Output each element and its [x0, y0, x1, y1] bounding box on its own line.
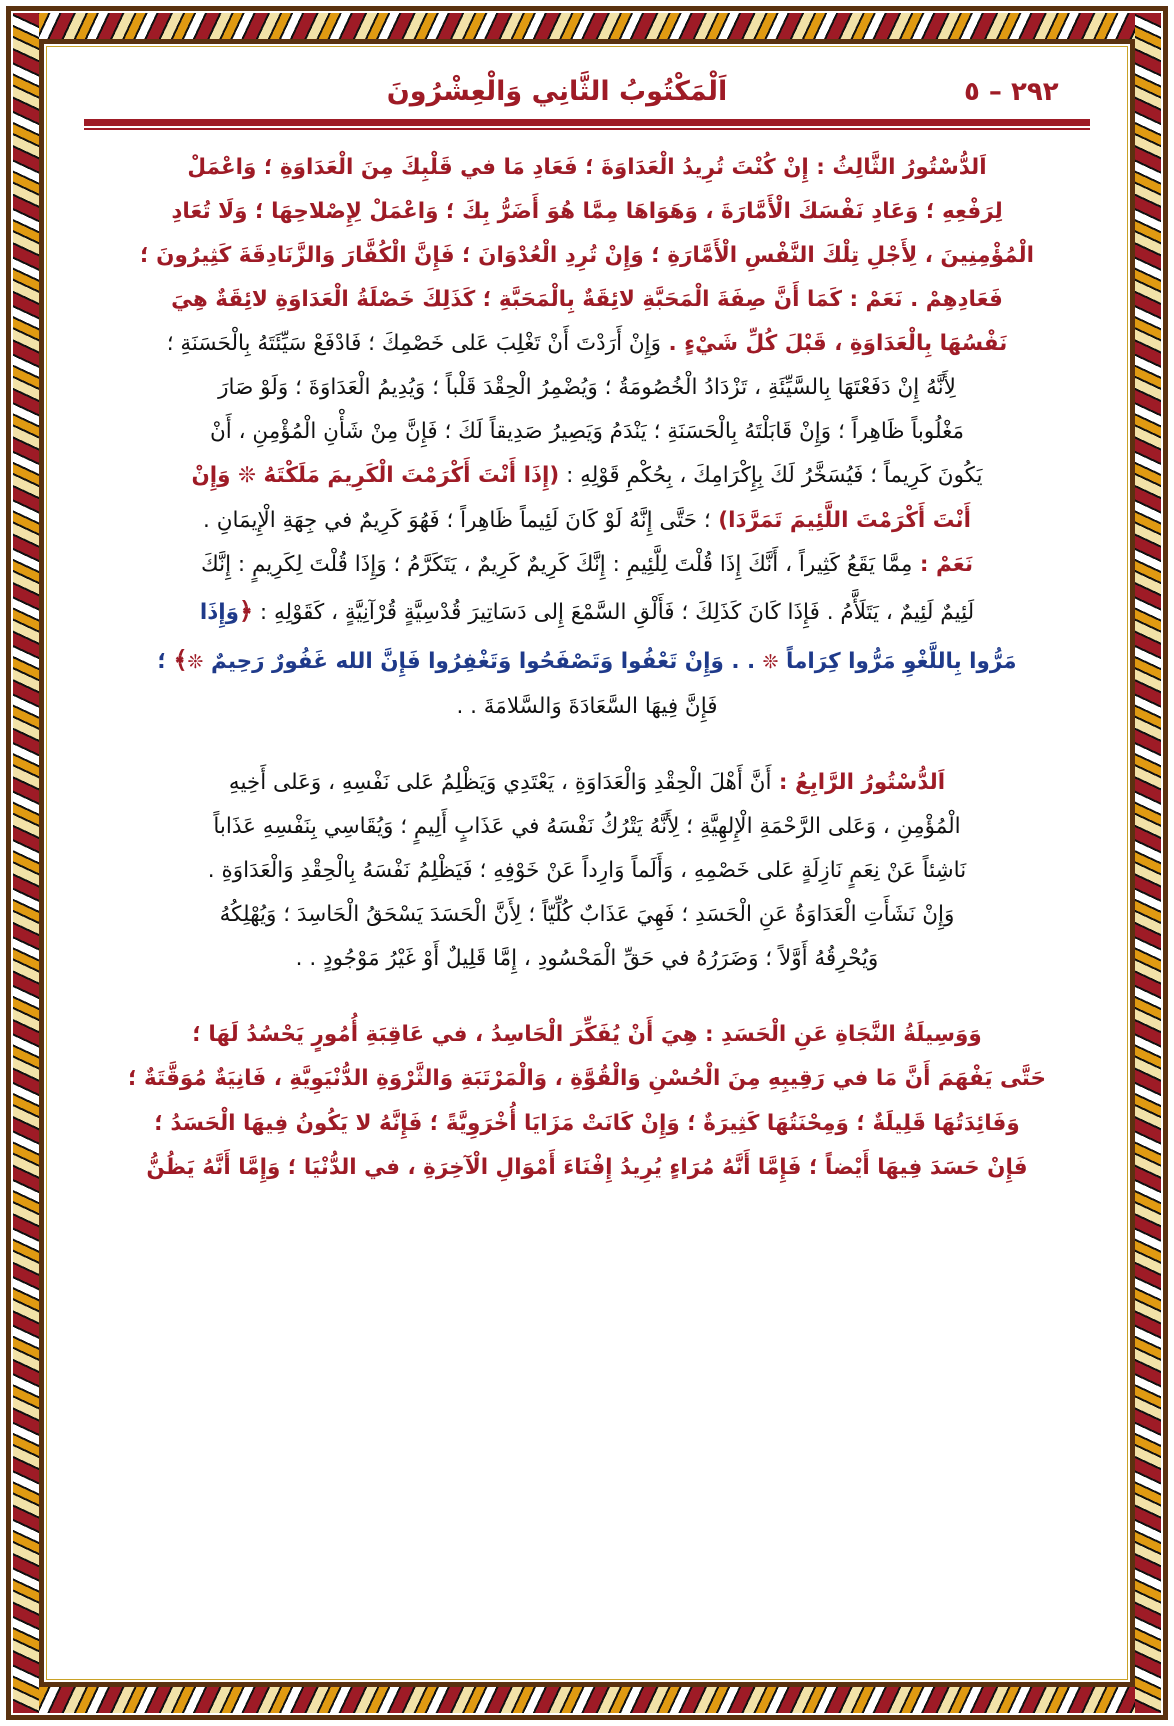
text-span-black: أَنَّ أَهْلَ الْحِقْدِ وَالْعَدَاوَةِ ، يَعْتَدِي وَيَظْلِمُ عَلى نَفْسِهِ ، وَعَلى أَخِيهِ — [228, 770, 772, 796]
ornamental-border-right — [1135, 13, 1161, 1713]
text-span-red: حَتَّى يَفْهَمَ أَنَّ مَا في رَقِيبِهِ مِنَ الْحُسْنِ وَالْقُوَّةِ ، وَالْمَرْتَبَةِ وَالثَّرْوَةِ الدُّنْيَوِيَّةِ ، فَانِيَةٌ مُوَقَّتَةٌ ؛ — [127, 1066, 1047, 1092]
text-span-red: وَفَائِدَتُهَا قَلِيلَةٌ ؛ وَمِحْنَتُهَا كَثِيرَةٌ ؛ وَإِنْ كَانَتْ مَزَايَا أُخْرَوِيَّةً ؛ فَإِنَّهُ لا يَكُونُ فِيهَا الْحَسَدُ ؛ — [154, 1110, 1020, 1136]
text-span-red: الْمُؤْمِنِينَ ، لِأَجْلِ تِلْكَ النَّفْسِ الْأَمَّارَةِ ؛ وَإِنْ تُرِدِ الْعُدْوَانَ ؛ فَإِنَّ الْكُفَّارَ وَالزَّنَادِقَةَ كَثِيرُونَ ؛ — [140, 243, 1034, 269]
text-span-blue: ؛ — [157, 648, 174, 674]
text-span-red: اَلدُّسْتُورُ الرَّابِعُ : — [771, 770, 946, 796]
paragraph-spacer — [74, 735, 1100, 761]
text-span-red: (إِذَا أَنْتَ أَكْرَمْتَ الْكَرِيمَ مَلَكْتَهُ ❊ وَإِنْ — [191, 463, 560, 489]
text-line — [74, 190, 1100, 234]
text-line — [74, 636, 1100, 685]
text-span-red: نَفْسُهَا بِالْعَدَاوَةِ ، قَبْلَ كُلِّ شَيْءٍ . — [661, 331, 1008, 357]
text-span-black: وَإِنْ نَشَأَتِ الْعَدَاوَةُ عَنِ الْحَسَدِ ؛ فَهِيَ عَذَابٌ كُلِّيّاً ؛ لِأَنَّ الْحَسَدَ يَسْحَقُ الْحَاسِدَ ؛ وَيُهْلِكُهُ — [219, 902, 955, 928]
ornamental-border-bottom — [13, 1687, 1161, 1713]
paragraph-wasilat-annajat — [74, 1013, 1100, 1189]
text-span-black: لَئِيمٌ لَئِيمٌ ، يَتَلَأَّمُ . فَإِذَا كَانَ كَذَلِكَ ؛ فَأَلْقِ السَّمْعَ إِلى دَسَاتِيرَ قُدْسِيَّةٍ قُرْآنِيَّةٍ ، كَقَوْلِهِ : — [253, 599, 975, 625]
text-line — [74, 893, 1100, 937]
text-line — [74, 234, 1100, 278]
text-line — [74, 410, 1100, 454]
text-line — [74, 1102, 1100, 1146]
text-span-blue: وَإِذَا — [199, 599, 240, 625]
text-span-bracket: ﴿ — [239, 596, 254, 625]
text-span-ornament: ❊ — [762, 650, 779, 673]
text-span-red: وَوَسِيلَةُ النَّجَاةِ عَنِ الْحَسَدِ : هِيَ أَنْ يُفَكِّرَ الْحَاسِدُ ، في عَاقِبَةِ أُمُورٍ يَحْسُدُ لَهَا ؛ — [192, 1022, 982, 1048]
text-span-black: مَغْلُوباً ظَاهِراً ؛ وَإِنْ قَابَلْتَهُ بِالْحَسَنَةِ ؛ يَنْدَمُ وَيَصِيرُ صَدِيقاً لَكَ ؛ فَإِنَّ مِنْ شَأْنِ الْمُؤْمِنِ ، أَنْ — [210, 419, 964, 445]
text-span-red: اَلدُّسْتُورُ الثَّالِثُ : إِنْ كُنْتَ تُرِيدُ الْعَدَاوَةَ ؛ فَعَادِ مَا في قَلْبِكَ مِنَ الْعَدَاوَةِ ؛ وَاعْمَلْ — [187, 155, 987, 180]
text-line — [74, 1057, 1100, 1101]
text-span-red: فَعَادِهِمْ . نَعَمْ : كَمَا أَنَّ صِفَةَ الْمَحَبَّةِ لائِقَةٌ بِالْمَحَبَّةِ ؛ كَذَلِكَ خَصْلَةُ الْعَدَاوَةِ لائِقَةٌ هِيَ — [171, 287, 1003, 313]
text-span-red: فَإِنْ حَسَدَ فِيهَا أَيْضاً ؛ فَإِمَّا أَنَّهُ مُرَاءٍ يُرِيدُ إِفْنَاءَ أَمْوَالِ الْآخِرَةِ ، في الدُّنْيَا ؛ وَإِمَّا أَنَّهُ يَظُنُّ — [146, 1154, 1028, 1180]
text-line — [74, 805, 1100, 849]
header-divider-thin — [84, 128, 1090, 130]
text-span-blue: . . وَإِنْ تَعْفُوا وَتَصْفَحُوا وَتَغْفِرُوا فَإِنَّ الله غَفُورٌ رَحِيمٌ — [203, 648, 763, 674]
text-span-black: وَإِنْ أَرَدْتَ أَنْ تَغْلِبَ عَلى خَصْمِكَ ؛ فَادْفَعْ سَيِّئَتَهُ بِالْحَسَنَةِ ؛ — [166, 331, 662, 357]
text-line — [74, 1146, 1100, 1190]
page-content — [52, 52, 1122, 1674]
text-span-red: أَنْتَ أَكْرَمْتَ اللَّئِيمَ تَمَرَّدَا) — [710, 507, 971, 533]
text-span-black: مِمَّا يَقَعُ كَثِيراً ، أَنَّكَ إِذَا قُلْتَ لِلَّئِيمِ : إِنَّكَ كَرِيمٌ كَرِيمٌ ، يَتَكَرَّمُ ؛ وَإِذَا قُلْتَ لِكَرِيمٍ : إِنَّكَ — [200, 551, 913, 577]
ornamental-border-top — [13, 13, 1161, 39]
paragraph-dustur-thalith — [74, 146, 1100, 729]
text-span-black: يَكُونَ كَرِيماً ؛ فَيُسَخَّرُ لَكَ بِإِكْرَامِكَ ، بِحُكْمِ قَوْلِهِ : — [559, 463, 983, 489]
text-line — [74, 849, 1100, 893]
text-span-black: نَاشِئاً عَنْ نِعَمٍ نَازِلَةٍ عَلى خَصْمِهِ ، وَأَلَماً وَارِداً عَنْ خَوْفِهِ ؛ فَيَظْلِمُ نَفْسَهُ بِالْحِقْدِ وَالْعَدَاوَةِ . — [207, 858, 967, 884]
text-span-blue: مَرُّوا بِاللَّغْوِ مَرُّوا كِرَاماً — [778, 648, 1017, 674]
text-span-black: وَيُحْرِقُهُ أَوَّلاً ؛ وَضَرَرُهُ في حَقِّ الْمَحْسُودِ ، إِمَّا قَلِيلٌ أَوْ غَيْرُ مَوْجُودٍ . . — [295, 946, 879, 972]
text-line — [74, 322, 1100, 366]
paragraph-dustur-rabi — [74, 761, 1100, 981]
text-line — [74, 761, 1100, 805]
page-header — [74, 70, 1100, 111]
text-line — [74, 499, 1100, 543]
ornamental-border-left — [13, 13, 39, 1713]
text-line — [74, 1013, 1100, 1057]
text-line — [74, 937, 1100, 981]
text-span-black: ؛ حَتَّى إِنَّهُ لَوْ كَانَ لَئِيماً ظَاهِراً ؛ فَهُوَ كَرِيمٌ في جِهَةِ الْإِيمَانِ . — [203, 507, 711, 533]
text-line — [74, 685, 1100, 729]
document-body — [74, 146, 1100, 1190]
text-line — [74, 454, 1100, 498]
text-span-black: فَإِنَّ فِيهَا السَّعَادَةَ وَالسَّلامَةَ . . — [456, 694, 718, 719]
text-span-black: الْمُؤْمِنِ ، وَعَلى الرَّحْمَةِ الْإِلهِيَّةِ ؛ لِأَنَّهُ يَتْرُكُ نَفْسَهُ في عَذَابٍ أَلِيمٍ ؛ وَيُقَاسِي بِنَفْسِهِ عَذَاباً — [213, 814, 961, 840]
page-number: ٢٩٢ – ٥ — [964, 77, 1059, 107]
text-span-red: لِرَفْعِهِ ؛ وَعَادِ نَفْسَكَ الْأَمَّارَةَ ، وَهَوَاهَا مِمَّا هُوَ أَضَرُّ بِكَ ؛ وَاعْمَلْ لِإِصْلاحِهَا ؛ وَلَا تُعَادِ — [171, 199, 1003, 225]
text-line — [74, 278, 1100, 322]
paragraph-spacer — [74, 987, 1100, 1013]
text-line — [74, 366, 1100, 410]
page-title: اَلْمَكْتُوبُ الثَّانِي وَالْعِشْرُونَ — [386, 76, 728, 107]
text-span-black: لِأَنَّهُ إِنْ دَفَعْتَهَا بِالسَّيِّئَةِ ، تَزْدَادُ الْخُصُومَةُ ؛ وَيُضْمِرُ الْحِقْدَ قَلْباً ؛ وَيُدِيمُ الْعَدَاوَةَ ؛ وَلَوْ صَارَ — [218, 375, 956, 401]
text-span-ornament: ❊ — [187, 650, 204, 673]
text-line — [74, 587, 1100, 636]
text-span-red: نَعَمْ : — [912, 551, 974, 577]
text-line — [74, 146, 1100, 190]
header-divider-rule — [84, 119, 1090, 126]
text-line — [74, 543, 1100, 587]
text-span-bracket: ﴾ — [173, 645, 188, 674]
